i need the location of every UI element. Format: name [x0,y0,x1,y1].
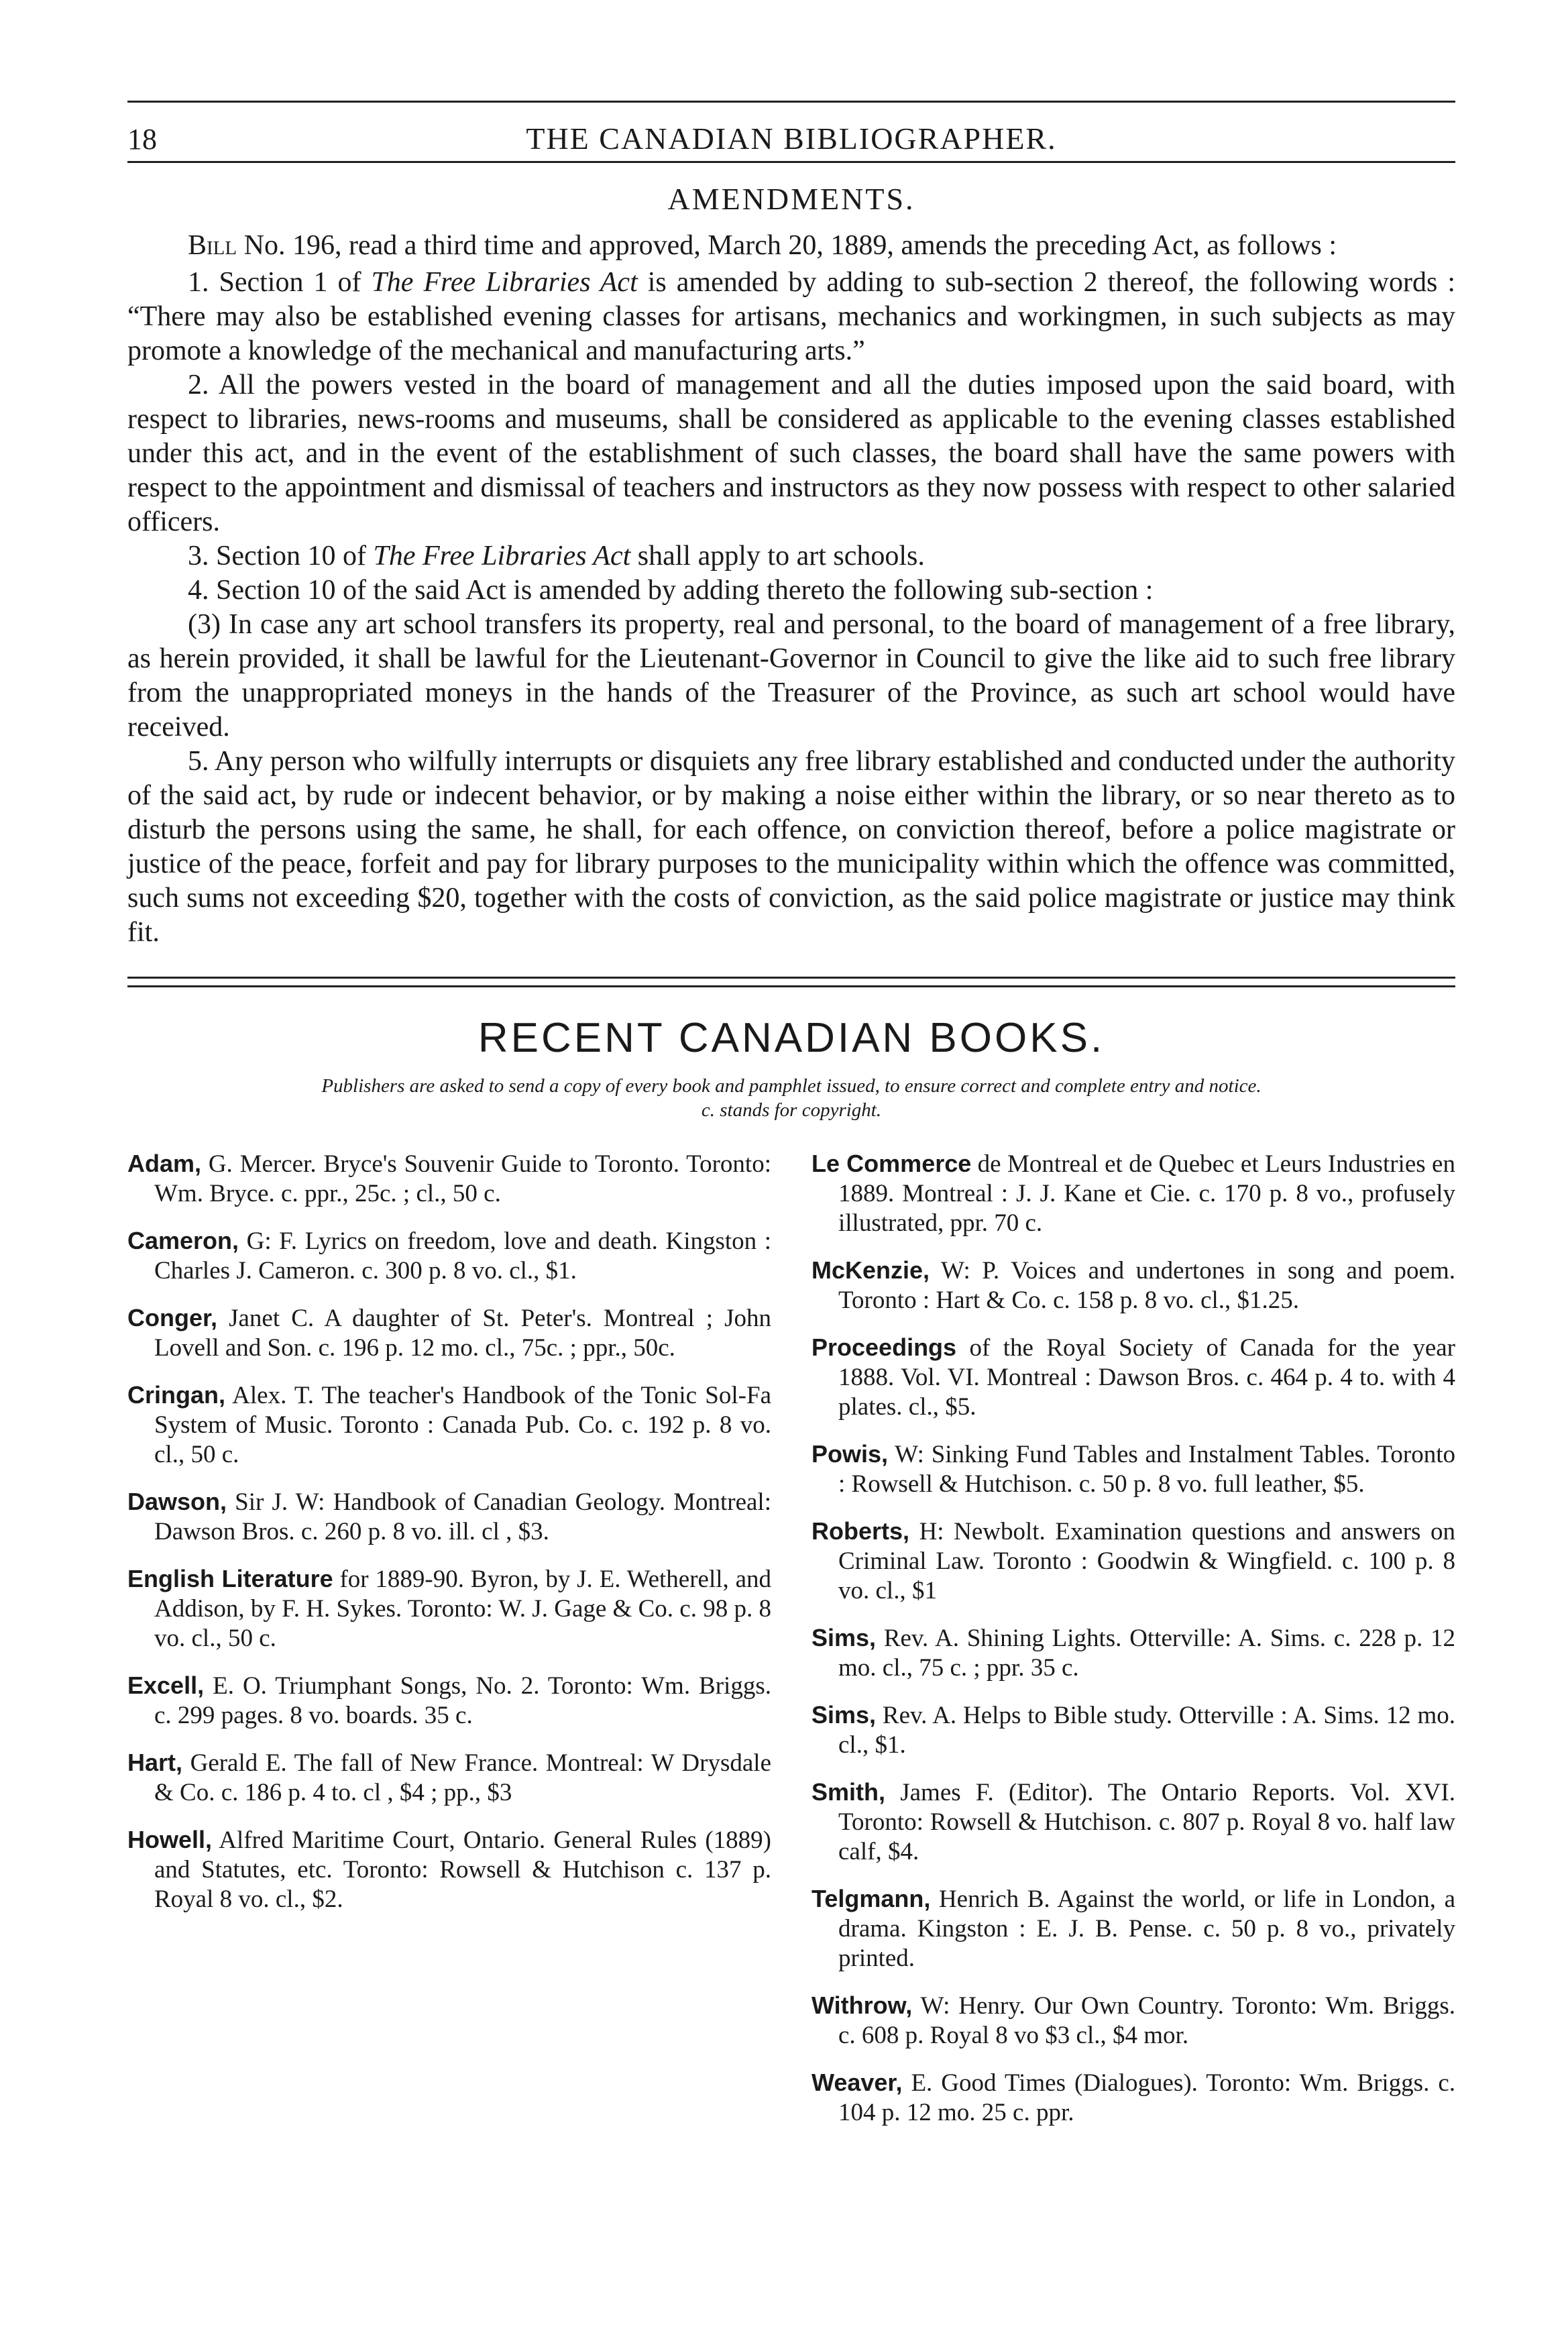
book-author: Powis, [811,1440,889,1468]
book-entry [811,1623,1455,1683]
book-entry [811,1256,1455,1315]
book-author: Cringan, [127,1381,226,1409]
book-details: of the Royal Society of Canada for the year 1888. Vol. VI. Montreal : Dawson Bros. c. 464 p. 4 to. with 4 plates. cl., $5. [838,1334,1455,1421]
book-entry [127,1226,771,1286]
book-author: Roberts, [811,1517,910,1545]
book-entry [127,1487,771,1547]
books-note-line-2: c. stands for copyright. [701,1099,882,1121]
book-entry [811,1333,1455,1422]
book-author: English Literature [127,1565,333,1592]
amendments-heading: AMENDMENTS. [667,182,915,216]
books-note-line-1: Publishers are asked to send a copy of every book and pamphlet issued, to ensure correct and complete entry and notice. [321,1075,1262,1097]
book-author: Withrow, [811,1991,913,2019]
amendment-1 [127,266,1455,368]
amendment-1-after: is amended by adding to sub-section 2 thereof, the following words : “There may also be established evening classes for artisans, mechanics and workingmen, in such subjects as may promote a knowledge of the mechanical and manufacturing arts.” [127,267,1455,366]
book-details: W: Sinking Fund Tables and Instalment Tables. Toronto : Rowsell & Hutchison. c. 50 p. 8 vo. full leather, $5. [838,1441,1455,1498]
intro-lead: Bill [188,230,237,261]
intro-text: No. 196, read a third time and approved, March 20, 1889, amends the preceding Act, as follows : [237,230,1337,261]
book-entry [127,1303,771,1363]
book-details: H: Newbolt. Examination questions and answers on Criminal Law. Toronto : Goodwin & Wingfield. c. 100 p. 8 vo. cl., $1 [838,1518,1455,1604]
section-divider [127,977,1455,987]
book-author: Excell, [127,1672,205,1699]
book-entry [811,1778,1455,1867]
amendments-intro [127,229,1455,263]
book-entry [127,1825,771,1914]
header-rule-top [127,101,1455,103]
amendment-2: 2. All the powers vested in the board of management and all the duties imposed upon the said board, with respect to libraries, news-rooms and museums, shall be considered as applicable to the evening classes established under this act, and in the event of the establishment of such classes, the board shall have the same powers with respect to the appointment and dismissal of teachers and instructors as they now possess with respect to other salaried officers. [127,370,1455,537]
book-details: Alfred Maritime Court, Ontario. General Rules (1889) and Statutes, etc. Toronto: Rowsell & Hutchison c. 137 p. Royal 8 vo. cl., $2. [154,1826,771,1913]
book-entry [127,1748,771,1808]
book-author: Cameron, [127,1227,239,1254]
header-rule-bottom [127,161,1455,163]
books-heading: RECENT CANADIAN BOOKS. [478,1015,1105,1061]
book-author: Sims, [811,1701,877,1729]
amendment-3-after: shall apply to art schools. [630,541,925,571]
book-author: Hart, [127,1749,183,1776]
book-author: Conger, [127,1304,218,1331]
document-page [127,94,1455,2145]
book-author: Dawson, [127,1488,227,1515]
book-details: W: Henry. Our Own Country. Toronto: Wm. Briggs. c. 608 p. Royal 8 vo $3 cl., $4 mor. [838,1992,1455,2049]
book-entry [811,1149,1455,1238]
book-details: Henrich B. Against the world, or life in London, a drama. Kingston : E. J. B. Pense. c. 50 p. 8 vo., privately printed. [838,1886,1455,1972]
page-number: 18 [127,123,157,156]
book-details: Rev. A. Helps to Bible study. Otterville : A. Sims. 12 mo. cl., $1. [838,1702,1455,1759]
amendment-4-subsection: (3) In case any art school transfers its property, real and personal, to the board of management of a free library, as herein provided, it shall be lawful for the Lieutenant-Governor in Council to give the like aid to such free library from the unappropriated moneys in the hands of the Treasurer of the Province, as such art school would have received. [127,609,1455,743]
book-author: McKenzie, [811,1256,930,1284]
book-entry [811,1439,1455,1499]
amendment-1-act-title: The Free Libraries Act [371,267,638,298]
book-details: G. Mercer. Bryce's Souvenir Guide to Toronto. Toronto: Wm. Bryce. c. ppr., 25c. ; cl., 50 c. [154,1150,771,1207]
book-details: W: P. Voices and undertones in song and poem. Toronto : Hart & Co. c. 158 p. 8 vo. cl., $1.25. [838,1257,1455,1314]
book-details: James F. (Editor). The Ontario Reports. Vol. XVI. Toronto: Rowsell & Hutchison. c. 807 p. Royal 8 vo. half law calf, $4. [838,1779,1455,1865]
amendments-section [127,181,1455,950]
book-details: Gerald E. The fall of New France. Montreal: W Drysdale & Co. c. 186 p. 4 to. cl , $4 ; pp., $3 [154,1749,771,1806]
book-column-left [127,1149,771,2145]
book-column-right [811,1149,1455,2145]
book-details: Rev. A. Shining Lights. Otterville: A. Sims. c. 228 p. 12 mo. cl., 75 c. ; ppr. 35 c. [838,1625,1455,1682]
amendment-3-before: 3. Section 10 of [188,541,374,571]
book-columns [127,1149,1455,2145]
amendment-4: 4. Section 10 of the said Act is amended by adding thereto the following sub-section : [188,575,1154,606]
book-entry [811,2068,1455,2128]
book-author: Telgmann, [811,1885,931,1912]
book-details: for 1889-90. Byron, by J. E. Wetherell, and Addison, by F. H. Sykes. Toronto: W. J. Gage & Co. c. 98 p. 8 vo. cl., 50 c. [154,1566,771,1652]
book-details: Sir J. W: Handbook of Canadian Geology. Montreal: Dawson Bros. c. 260 p. 8 vo. ill. cl , $3. [154,1488,771,1545]
amendment-3-act-title: The Free Libraries Act [373,541,631,571]
book-author: Proceedings [811,1333,957,1361]
running-head [127,94,1455,156]
book-author: Le Commerce [811,1150,972,1177]
book-details: Alex. T. The teacher's Handbook of the Tonic Sol-Fa System of Music. Toronto : Canada Pub. Co. c. 192 p. 8 vo. cl., 50 c. [154,1382,771,1468]
book-author: Smith, [811,1778,886,1806]
book-details: E. Good Times (Dialogues). Toronto: Wm. Briggs. c. 104 p. 12 mo. 25 c. ppr. [838,2069,1455,2126]
book-entry [811,1991,1455,2051]
book-entry [127,1149,771,1209]
book-author: Adam, [127,1150,202,1177]
amendment-5: 5. Any person who wilfully interrupts or disquiets any free library established and conducted under the authority of the said act, by rude or indecent behavior, or by making a noise either within the library, or so near thereto as to disturb the persons using the same, he shall, for each offence, on conviction thereof, before a police magistrate or justice of the peace, forfeit and pay for library purposes to the municipality within which the offence was committed, such sums not exceeding $20, together with the costs of conviction, as the said police magistrate or justice may think fit. [127,746,1455,948]
books-note [127,1074,1455,1122]
book-entry [127,1564,771,1653]
book-entry [811,1884,1455,1973]
book-author: Weaver, [811,2069,903,2096]
book-details: de Montreal et de Quebec et Leurs Industries en 1889. Montreal : J. J. Kane et Cie. c. 170 p. 8 vo., profusely illustrated, ppr. 70 c. [838,1150,1455,1237]
book-entry [127,1380,771,1470]
book-entry [811,1700,1455,1760]
book-details: Janet C. A daughter of St. Peter's. Montreal ; John Lovell and Son. c. 196 p. 12 mo. cl., 75c. ; ppr., 50c. [154,1305,771,1362]
amendment-1-before: 1. Section 1 of [188,267,372,298]
book-author: Howell, [127,1826,213,1853]
book-details: G: F. Lyrics on freedom, love and death. Kingston : Charles J. Cameron. c. 300 p. 8 vo. cl., $1. [154,1227,771,1285]
running-title: THE CANADIAN BIBLIOGRAPHER. [526,121,1057,156]
recent-books-section [127,1014,1455,2145]
amendment-3 [127,539,1455,573]
book-details: E. O. Triumphant Songs, No. 2. Toronto: Wm. Briggs. c. 299 pages. 8 vo. boards. 35 c. [154,1672,771,1729]
book-entry [127,1671,771,1731]
book-entry [811,1517,1455,1606]
book-author: Sims, [811,1624,877,1651]
